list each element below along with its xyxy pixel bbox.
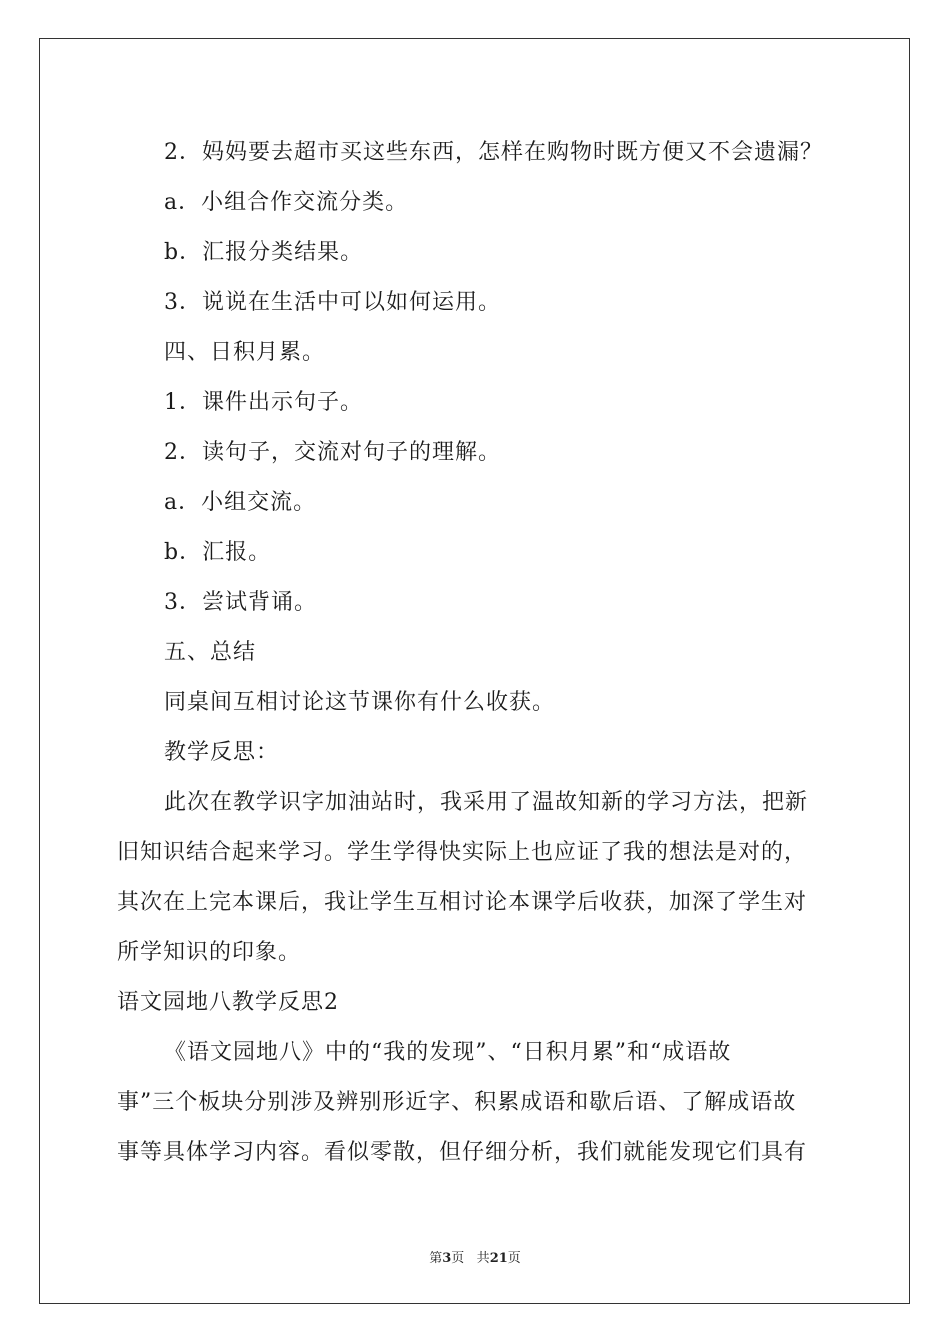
- section-title: 语文园地八教学反思2: [117, 990, 339, 1015]
- list-item: b．汇报。: [164, 540, 272, 565]
- paragraph-line: 此次在教学识字加油站时，我采用了温故知新的学习方法，把新: [164, 790, 809, 815]
- page-footer: [0, 1247, 950, 1266]
- list-item: a．小组合作交流分类。: [164, 190, 409, 215]
- list-item: 2．读句子，交流对句子的理解。: [164, 440, 501, 465]
- document-body: [117, 128, 839, 1178]
- paragraph-line: 事等具体学习内容。看似零散，但仔细分析，我们就能发现它们具有: [117, 1140, 808, 1165]
- section-heading: 五、总结: [164, 640, 257, 665]
- paragraph-line: 事”三个板块分别涉及辨别形近字、积累成语和歇后语、了解成语故: [117, 1090, 797, 1115]
- footer-page-suffix: 页: [451, 1251, 465, 1266]
- list-item: 2．妈妈要去超市买这些东西，怎样在购物时既方便又不会遗漏？: [164, 140, 823, 165]
- section-heading: 四、日积月累。: [164, 340, 326, 365]
- paragraph-line: 《语文园地八》中的“我的发现”、“日积月累”和“成语故: [164, 1040, 732, 1065]
- footer-prefix: 第: [429, 1251, 443, 1266]
- reflection-heading: 教学反思：: [164, 740, 280, 765]
- list-item: 1．课件出示句子。: [164, 390, 363, 415]
- paragraph-line: 同桌间互相讨论这节课你有什么收获。: [164, 690, 556, 715]
- footer-total-suffix: 页: [507, 1251, 521, 1266]
- list-item: 3．说说在生活中可以如何运用。: [164, 290, 501, 315]
- reflection-paragraph: [117, 778, 839, 978]
- paragraph-line: 旧知识结合起来学习。学生学得快实际上也应证了我的想法是对的，: [117, 840, 808, 865]
- total-pages: 21: [489, 1251, 508, 1266]
- footer-total-prefix: 共: [476, 1251, 490, 1266]
- paragraph-line: 所学知识的印象。: [117, 940, 302, 965]
- page-number: 3: [442, 1251, 452, 1266]
- list-item: b．汇报分类结果。: [164, 240, 364, 265]
- paragraph-line: 其次在上完本课后，我让学生互相讨论本课学后收获，加深了学生对: [117, 890, 808, 915]
- section-paragraph: [117, 1028, 839, 1178]
- list-item: a．小组交流。: [164, 490, 317, 515]
- list-item: 3．尝试背诵。: [164, 590, 317, 615]
